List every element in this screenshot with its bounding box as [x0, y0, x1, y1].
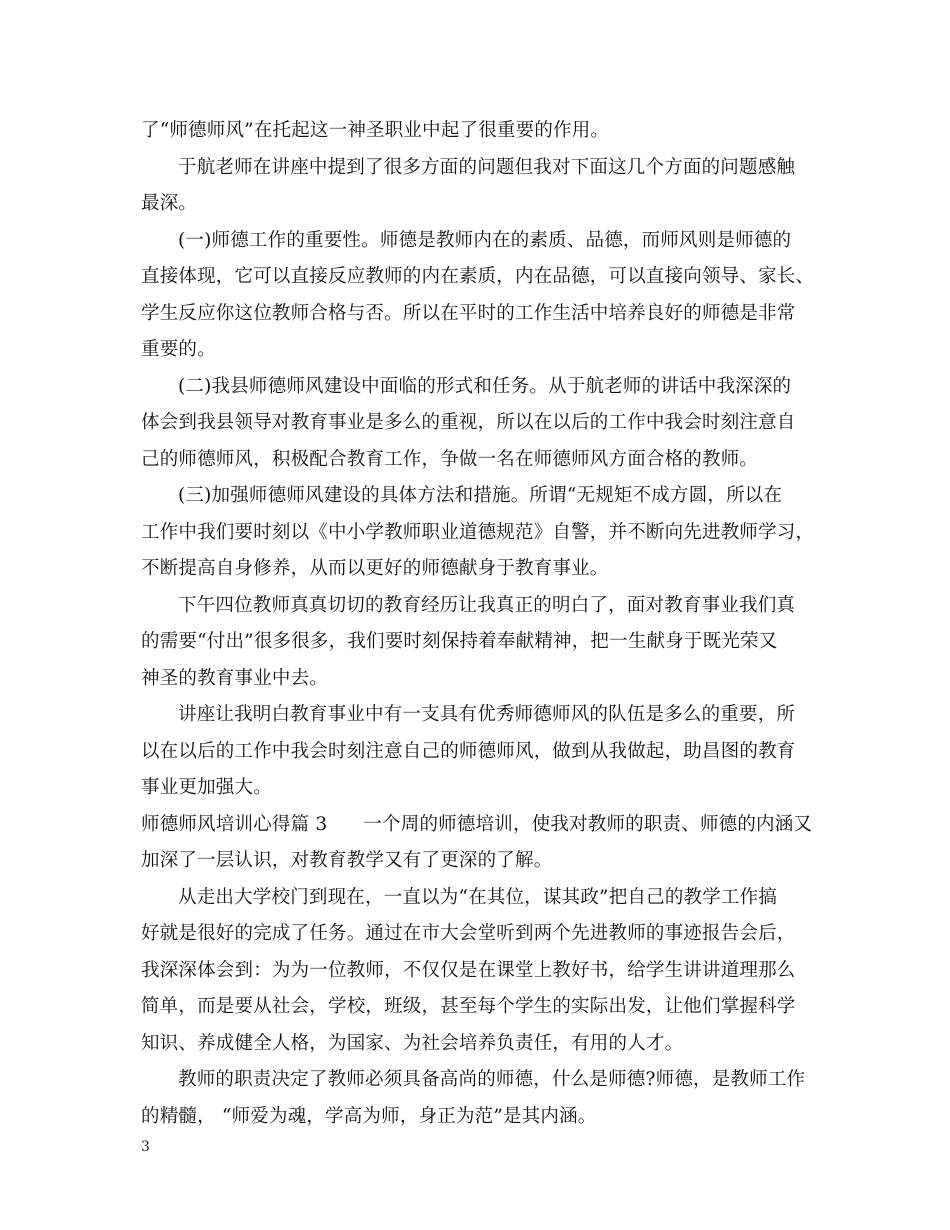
paragraph-start-line: 下午四位教师真真切切的教育经历让我真正的明白了，面对教育事业我们真: [178, 594, 796, 616]
text-line: 神圣的教育事业中去。: [141, 667, 329, 689]
text-line: 体会到我县领导对教育事业是多么的重视，所以在以后的工作中我会时刻注意自: [141, 412, 796, 433]
text-line: 加深了一层认识，对教育教学又有了更深的了解。: [141, 850, 553, 871]
section-heading-text: 一个周的师德培训，使我对教师的职责、师德的内涵又: [363, 813, 813, 835]
text-line: 知识、养成健全人格，为国家、为社会培养负责任，有用的人才。: [141, 1032, 684, 1054]
paragraph-start-line: 教师的职责决定了教师必须具备高尚的师德，什么是师德?师德，是教师工作: [178, 1069, 806, 1090]
section-heading-title: 师德师风培训心得篇 3: [141, 813, 328, 835]
section-heading-line: [141, 807, 821, 844]
text-line: 最深。: [141, 193, 198, 214]
paragraph-start-line: 从走出大学校门到现在，一直以为“在其位，谋其政”把自己的教学工作搞: [178, 886, 778, 908]
text-line: 重要的。: [141, 339, 216, 360]
text-line: 直接体现，它可以直接反应教师的内在素质，内在品德，可以直接向领导、家长、: [141, 266, 815, 287]
text-line: 好就是很好的完成了任务。通过在市大会堂听到两个先进教师的事迹报告会后，: [141, 923, 796, 944]
text-line: 以在以后的工作中我会时刻注意自己的师德师风，做到从我做起，助昌图的教育: [141, 740, 796, 762]
text-line: 的需要“付出”很多很多，我们要时刻保持着奉献精神，把一生献身于既光荣又: [141, 631, 778, 652]
paragraph-start-line: (三)加强师德师风建设的具体方法和措施。所谓“无规矩不成方圆，所以在: [178, 485, 783, 506]
text-line: 不断提高自身修养，从而以更好的师德献身于教育事业。: [141, 558, 609, 579]
text-line: 己的师德师风，积极配合教育工作，争做一名在师德师风方面合格的教师。: [141, 448, 759, 470]
page-number: 3: [141, 1139, 150, 1155]
text-line: 学生反应你这位教师合格与否。所以在平时的工作生活中培养良好的师德是非常: [141, 302, 796, 324]
document-body: [141, 113, 821, 1135]
text-line: 事业更加强大。: [141, 777, 272, 798]
text-line: 的精髓， “师爱为魂，学高为师，身正为范”是其内涵。: [141, 1105, 597, 1127]
paragraph-start-line: 讲座让我明白教育事业中有一支具有优秀师德师风的队伍是多么的重要，所: [178, 704, 796, 725]
text-line: 工作中我们要时刻以《中小学教师职业道德规范》自警，并不断向先进教师学习，: [141, 521, 815, 543]
paragraph-start-line: (二)我县师德师风建设中面临的形式和任务。从于航老师的讲话中我深深的: [178, 375, 792, 397]
paragraph-start-line: (一)师德工作的重要性。师德是教师内在的素质、品德，而师风则是师德的: [178, 229, 792, 251]
text-line: 了“师德师风”在托起这一神圣职业中起了很重要的作用。: [141, 120, 610, 141]
text-line: 我深深体会到：为为一位教师，不仅仅是在课堂上教好书，给学生讲讲道理那么: [141, 959, 796, 981]
text-line: 简单，而是要从社会，学校，班级，甚至每个学生的实际出发，让他们掌握科学: [141, 996, 796, 1017]
paragraph-start-line: 于航老师在讲座中提到了很多方面的问题但我对下面这几个方面的问题感触: [178, 156, 796, 178]
